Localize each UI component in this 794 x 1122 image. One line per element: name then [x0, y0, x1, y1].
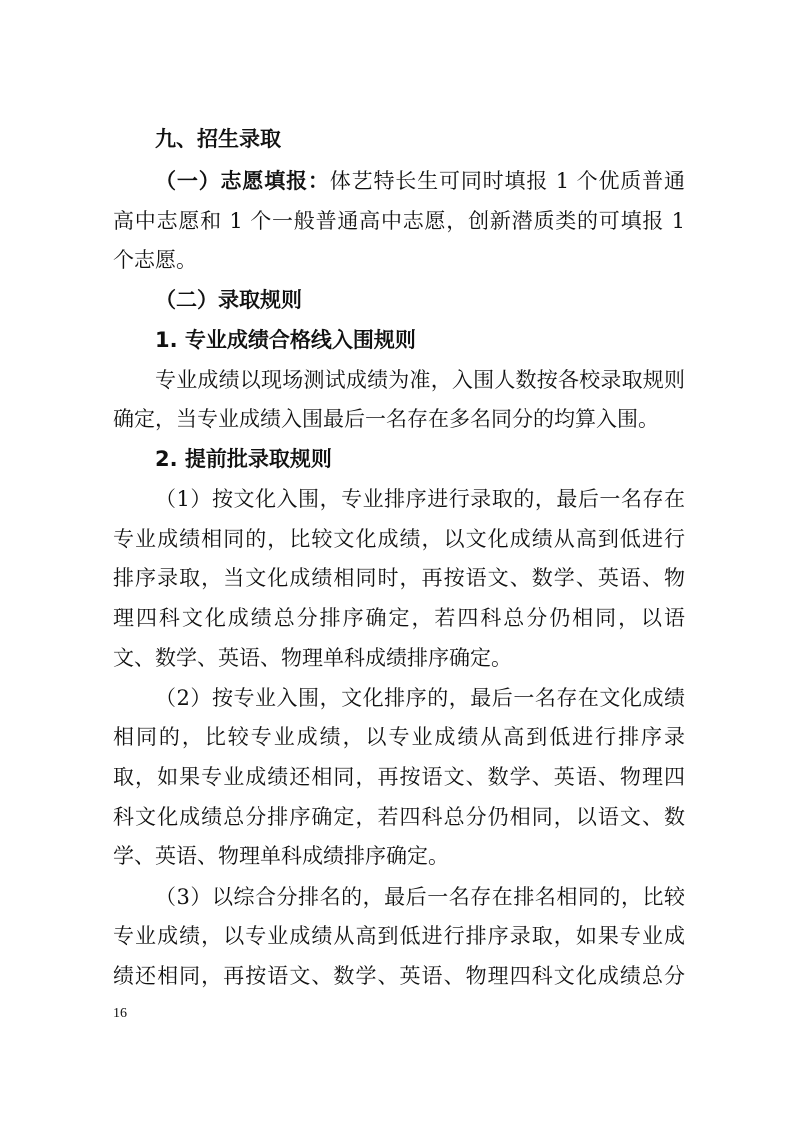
- volunteer-paragraph-line: [155, 168, 685, 194]
- section-heading: 九、招生录取: [155, 127, 281, 151]
- rule2-item2-line: 科文化成绩总分排序确定，若四科总分仍相同，以语文、数: [113, 805, 685, 829]
- rule2-item2-line: 相同的，比较专业成绩，以专业成绩从高到低进行排序录: [113, 725, 685, 749]
- volunteer-lead: （一）志愿填报：: [155, 169, 330, 193]
- rule2-item2-line: 取，如果专业成绩还相同，再按语文、数学、英语、物理四: [113, 765, 685, 789]
- rule2-heading: 2. 提前批录取规则: [155, 447, 332, 471]
- page-number: 16: [113, 1006, 127, 1021]
- volunteer-text: 体艺特长生可同时填报 1 个优质普通: [329, 169, 685, 193]
- volunteer-paragraph-line: 高中志愿和 1 个一般普通高中志愿，创新潜质类的可填报 1: [113, 209, 685, 233]
- rule1-heading: 1. 专业成绩合格线入围规则: [155, 328, 416, 352]
- rule2-item2-line: （2）按专业入围，文化排序的，最后一名存在文化成绩: [155, 686, 685, 710]
- rule2-item1-line: 专业成绩相同的，比较文化成绩，以文化成绩从高到低进行: [113, 527, 685, 551]
- rule2-item1-line: 文、数学、英语、物理单科成绩排序确定。: [113, 646, 512, 670]
- rule2-item2-line: 学、英语、物理单科成绩排序确定。: [113, 844, 449, 868]
- rule1-paragraph-line: 确定，当专业成绩入围最后一名存在多名同分的均算入围。: [113, 407, 659, 431]
- rule2-item3-line: 绩还相同，再按语文、数学、英语、物理四科文化成绩总分: [113, 964, 685, 988]
- volunteer-paragraph-line: 个志愿。: [113, 248, 197, 272]
- rule2-item1-line: 理四科文化成绩总分排序确定，若四科总分仍相同，以语: [113, 606, 685, 630]
- rule2-item1-line: 排序录取，当文化成绩相同时，再按语文、数学、英语、物: [113, 566, 685, 590]
- rule2-item3-line: （3）以综合分排名的，最后一名存在排名相同的，比较: [155, 885, 685, 909]
- rules-heading: （二）录取规则: [155, 288, 302, 312]
- rule1-paragraph-line: 专业成绩以现场测试成绩为准，入围人数按各校录取规则: [155, 368, 685, 392]
- rule2-item1-line: （1）按文化入围，专业排序进行录取的，最后一名存在: [155, 487, 685, 511]
- rule2-item3-line: 专业成绩，以专业成绩从高到低进行排序录取，如果专业成: [113, 924, 685, 948]
